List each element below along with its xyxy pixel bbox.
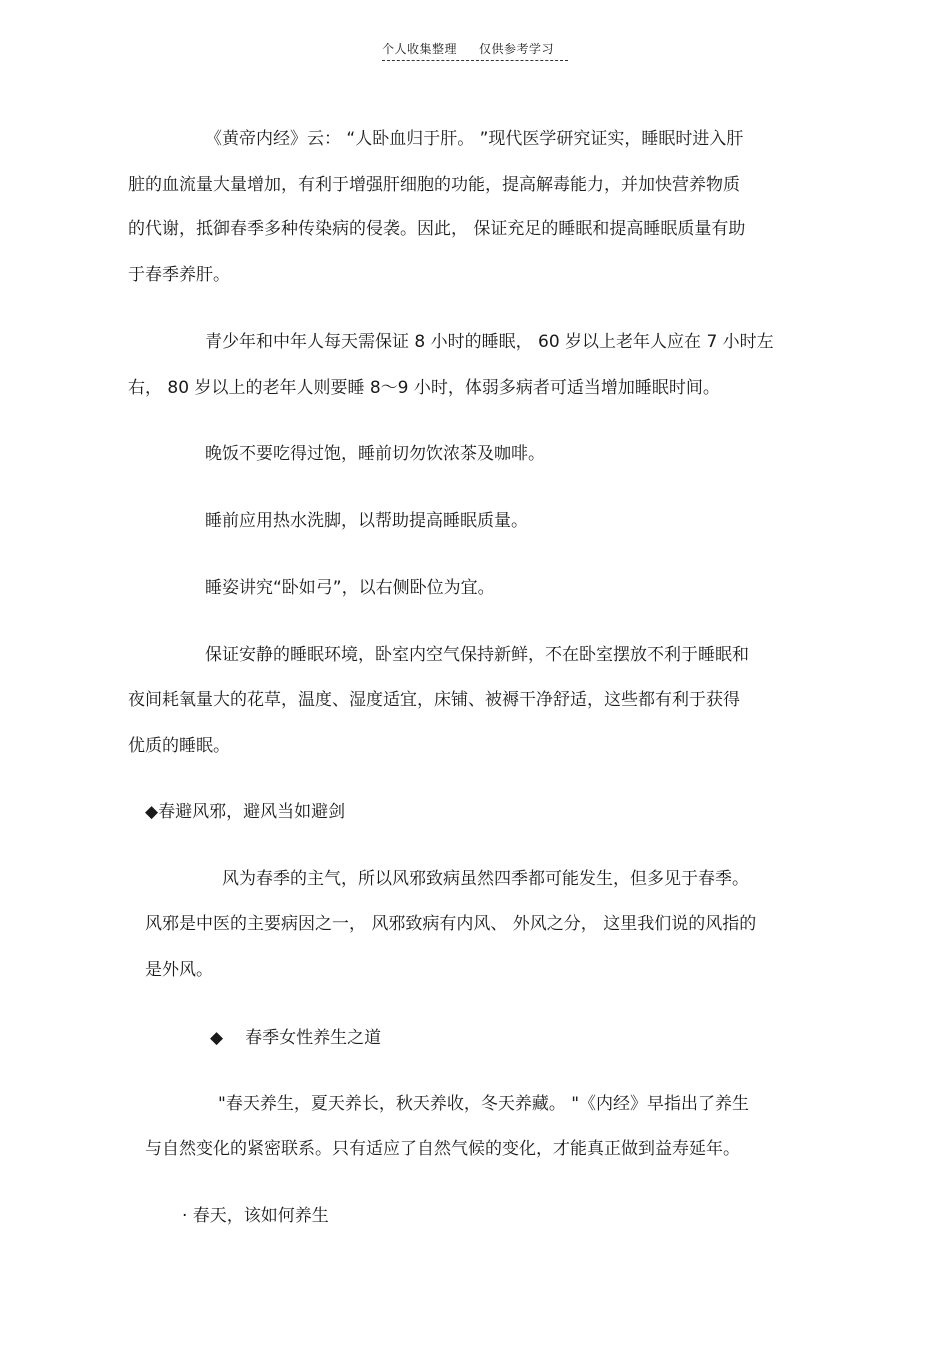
section-heading: ◆春避风邪，避风当如避剑 — [145, 802, 346, 822]
paragraph-line: 脏的血流量大量增加，有利于增强肝细胞的功能，提高解毒能力，并加快营养物质 — [128, 175, 740, 195]
paragraph-line: 与自然变化的紧密联系。只有适应了自然气候的变化，才能真正做到益寿延年。 — [145, 1139, 740, 1159]
paragraph-line: 夜间耗氧量大的花草，温度、湿度适宜，床铺、被褥干净舒适，这些都有利于获得 — [128, 690, 740, 710]
paragraph-line: 睡前应用热水洗脚，以帮助提高睡眠质量。 — [205, 511, 528, 531]
paragraph-line: 青少年和中年人每天需保证 8 小时的睡眠， 60 岁以上老年人应在 7 小时左 — [205, 332, 774, 352]
paragraph-line: 风邪是中医的主要病因之一， 风邪致病有内风、 外风之分， 这里我们说的风指的 — [145, 914, 757, 934]
paragraph-line: 晚饭不要吃得过饱，睡前切勿饮浓茶及咖啡。 — [205, 444, 545, 464]
paragraph-line: 风为春季的主气，所以风邪致病虽然四季都可能发生，但多见于春季。 — [222, 869, 749, 889]
paragraph-line: 睡姿讲究“卧如弓”，以右侧卧位为宜。 — [205, 578, 495, 598]
section-heading — [210, 1027, 381, 1049]
paragraph-line: 保证安静的睡眠环境，卧室内空气保持新鲜，不在卧室摆放不利于睡眠和 — [205, 645, 749, 665]
paragraph-line: 是外风。 — [145, 960, 213, 980]
page-header — [382, 40, 568, 61]
paragraph-line: 于春季养肝。 — [128, 265, 230, 285]
paragraph-line: 的代谢，抵御春季多种传染病的侵袭。因此， 保证充足的睡眠和提高睡眠质量有助 — [128, 219, 746, 239]
paragraph-line: 右， 80 岁以上的老年人则要睡 8～9 小时，体弱多病者可适当增加睡眠时间。 — [128, 378, 720, 398]
header-right-text: 仅供参考学习 — [479, 42, 555, 56]
paragraph-line: 优质的睡眠。 — [128, 736, 230, 756]
paragraph-line: 《黄帝内经》云： “人卧血归于肝。 ”现代医学研究证实，睡眠时进入肝 — [205, 129, 744, 149]
section-heading: · 春天，该如何养生 — [182, 1206, 329, 1226]
diamond-bullet-icon: ◆ — [210, 1028, 224, 1048]
paragraph-line: "春天养生，夏天养长，秋天养收，冬天养藏。 "《内经》早指出了养生 — [218, 1094, 750, 1114]
section-heading-text: 春季女性养生之道 — [245, 1028, 382, 1048]
header-left-text: 个人收集整理 — [382, 42, 458, 56]
